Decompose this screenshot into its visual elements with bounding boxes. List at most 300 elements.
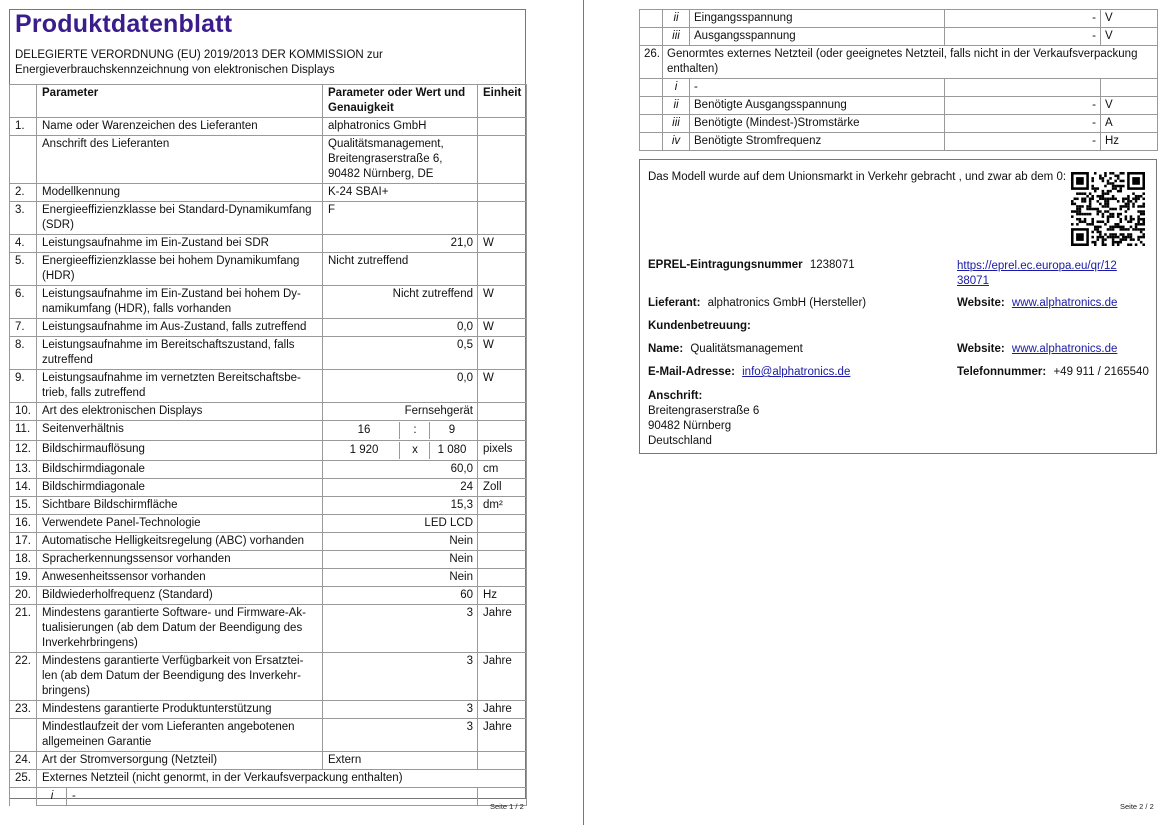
qr-module <box>1132 192 1135 195</box>
qr-module <box>1117 223 1120 226</box>
qr-module <box>1119 220 1122 223</box>
row-unit: W <box>478 337 527 370</box>
qr-module <box>1107 220 1110 223</box>
row-number: 7. <box>10 319 37 337</box>
qr-module <box>1122 226 1125 229</box>
row-parameter: Sichtbare Bildschirmfläche <box>37 497 323 515</box>
qr-module <box>1140 210 1143 213</box>
row-parameter: Name oder Warenzeichen des Lieferanten <box>37 118 323 136</box>
qr-module <box>1104 205 1107 208</box>
row-unit: Jahre <box>478 701 527 719</box>
qr-module <box>1107 205 1110 208</box>
row-number <box>640 115 663 133</box>
qr-module <box>1091 220 1094 223</box>
qr-module <box>1102 190 1105 193</box>
qr-module <box>1094 208 1097 211</box>
row-unit: Jahre <box>478 719 527 752</box>
row-value: - <box>945 97 1101 115</box>
resolution-height: 1 080 <box>437 444 467 456</box>
qr-module <box>1109 198 1112 201</box>
qr-module <box>1140 223 1143 226</box>
qr-module <box>1125 238 1128 241</box>
qr-module <box>1094 190 1097 193</box>
qr-module <box>1071 215 1074 218</box>
row-value: 3 <box>323 605 478 653</box>
qr-module <box>1107 210 1110 213</box>
aspect-width: 16 <box>328 422 400 439</box>
qr-module <box>1137 238 1140 241</box>
row-parameter: Art des elektronischen Displays <box>37 403 323 421</box>
table-row <box>10 202 527 235</box>
row-number <box>640 97 663 115</box>
row-parameter: Energieeffizienzklasse bei Standard-Dynamikumfang (SDR) <box>37 202 323 235</box>
row-number: 12. <box>10 441 37 461</box>
qr-module <box>1091 231 1094 234</box>
eprel-link[interactable] <box>957 259 1117 289</box>
qr-module <box>1142 243 1145 246</box>
qr-module <box>1119 238 1122 241</box>
qr-module <box>1074 198 1077 201</box>
qr-finder-pattern <box>1076 233 1084 241</box>
row-parameter: Leistungsaufnahme im vernetzten Bereitschaftsbe-trieb, falls zutreffend <box>37 370 323 403</box>
qr-module <box>1142 218 1145 221</box>
row-number: 15. <box>10 497 37 515</box>
qr-module <box>1122 233 1125 236</box>
qr-module <box>1102 215 1105 218</box>
qr-module <box>1117 213 1120 216</box>
qr-module <box>1084 200 1087 203</box>
qr-module <box>1117 236 1120 239</box>
row-value: LED LCD <box>323 515 478 533</box>
row-parameter: Energieeffizienzklasse bei hohem Dynamikumfang (HDR) <box>37 253 323 286</box>
qr-module <box>1132 218 1135 221</box>
qr-module <box>1142 198 1145 201</box>
qr-module <box>1102 236 1105 239</box>
row-value: Nein <box>323 569 478 587</box>
qr-module <box>1104 243 1107 246</box>
row-unit: Jahre <box>478 605 527 653</box>
row-unit: V <box>1101 10 1158 28</box>
qr-module <box>1142 210 1145 213</box>
qr-module <box>1091 187 1094 190</box>
row-unit: A <box>1101 115 1158 133</box>
qr-module <box>1109 215 1112 218</box>
table-row <box>10 752 527 770</box>
qr-module <box>1114 241 1117 244</box>
qr-module <box>1104 192 1107 195</box>
qr-module <box>1135 228 1138 231</box>
sub-index: ii <box>663 10 690 28</box>
qr-module <box>1107 198 1110 201</box>
row-unit <box>478 569 527 587</box>
qr-module <box>1089 192 1092 195</box>
row-number: 10. <box>10 403 37 421</box>
row-parameter: Benötigte Ausgangsspannung <box>690 97 945 115</box>
qr-module <box>1142 213 1145 216</box>
row-value: 0,5 <box>323 337 478 370</box>
qr-module <box>1130 200 1133 203</box>
qr-module <box>1109 236 1112 239</box>
qr-module <box>1076 192 1079 195</box>
resolution-width: 1 920 <box>328 442 400 459</box>
page-footer: Seite 1 / 2 <box>490 802 524 811</box>
table-row <box>10 719 527 752</box>
market-date-text: Das Modell wurde auf dem Unionsmarkt in Verkehr gebracht , und zwar ab dem 0: <box>648 171 1067 183</box>
row-number: 25. <box>10 770 37 788</box>
table-row <box>10 605 527 653</box>
qr-module <box>1102 198 1105 201</box>
row-number: 21. <box>10 605 37 653</box>
qr-module <box>1107 215 1110 218</box>
qr-module <box>1130 226 1133 229</box>
qr-module <box>1097 210 1100 213</box>
table-row <box>10 319 527 337</box>
row-unit: W <box>478 235 527 253</box>
row-parameter: Benötigte Stromfrequenz <box>690 133 945 151</box>
qr-module <box>1079 218 1082 221</box>
product-data-table <box>9 84 527 806</box>
sub-index: iii <box>663 115 690 133</box>
qr-module <box>1097 226 1100 229</box>
qr-module <box>1137 228 1140 231</box>
row-parameter: Bildschirmdiagonale <box>37 461 323 479</box>
qr-module <box>1135 200 1138 203</box>
row-parameter: Genormtes externes Netzteil (oder geeignetes Netzteil, falls nicht in der Verkaufsverpackung enthalten) <box>663 46 1158 79</box>
qr-module <box>1117 243 1120 246</box>
qr-module <box>1117 175 1120 178</box>
row-number: 14. <box>10 479 37 497</box>
row-value: Nein <box>323 551 478 569</box>
qr-module <box>1102 238 1105 241</box>
qr-module <box>1089 208 1092 211</box>
row-unit <box>478 184 527 202</box>
qr-module <box>1102 243 1105 246</box>
qr-module <box>1127 243 1130 246</box>
qr-module <box>1107 182 1110 185</box>
qr-module <box>1091 223 1094 226</box>
header-unit: Einheit <box>478 85 527 118</box>
qr-module <box>1125 236 1128 239</box>
qr-module <box>1081 198 1084 201</box>
qr-module <box>1130 218 1133 221</box>
qr-module <box>1086 208 1089 211</box>
qr-module <box>1119 228 1122 231</box>
qr-module <box>1137 223 1140 226</box>
row-parameter: Bildwiederholfrequenz (Standard) <box>37 587 323 605</box>
qr-module <box>1089 198 1092 201</box>
qr-module <box>1084 218 1087 221</box>
qr-module <box>1132 203 1135 206</box>
email-row <box>648 366 850 378</box>
address-line-3: Deutschland <box>648 435 712 447</box>
table-row <box>10 551 527 569</box>
aspect-separator: : <box>400 422 430 439</box>
qr-module <box>1079 220 1082 223</box>
qr-module <box>1125 198 1128 201</box>
qr-module <box>1117 200 1120 203</box>
row-value: Fernsehgerät <box>323 403 478 421</box>
row-unit <box>478 403 527 421</box>
email-link[interactable]: info@alphatronics.de <box>742 366 851 378</box>
subtitle-line-2: Energieverbrauchskennzeichnung von elektronischen Displays <box>15 64 335 76</box>
qr-module <box>1114 185 1117 188</box>
qr-module <box>1107 203 1110 206</box>
row-unit: pixels <box>478 441 527 461</box>
eprel-link-line-1[interactable]: https://eprel.ec.europa.eu/qr/12 <box>957 260 1117 272</box>
qr-module <box>1104 210 1107 213</box>
qr-module <box>1071 203 1074 206</box>
qr-module <box>1140 213 1143 216</box>
table-row <box>10 770 527 788</box>
row-number <box>10 719 37 752</box>
row-parameter: Anschrift des Lieferanten <box>37 136 323 184</box>
row-number: 19. <box>10 569 37 587</box>
qr-module <box>1114 226 1117 229</box>
qr-module <box>1097 187 1100 190</box>
qr-module <box>1109 208 1112 211</box>
qr-module <box>1076 210 1079 213</box>
qr-module <box>1112 215 1115 218</box>
row-value: 0,0 <box>323 319 478 337</box>
table-row <box>10 479 527 497</box>
row-value: 3 <box>323 653 478 701</box>
row-parameter: Externes Netzteil (nicht genormt, in der Verkaufsverpackung enthalten) <box>37 770 527 788</box>
row-number: 1. <box>10 118 37 136</box>
qr-module <box>1099 226 1102 229</box>
qr-module <box>1107 180 1110 183</box>
table-row <box>10 441 527 461</box>
qr-module <box>1102 180 1105 183</box>
qr-module <box>1122 180 1125 183</box>
email-label: E-Mail-Adresse: <box>648 366 735 378</box>
row-parameter: Leistungsaufnahme im Bereitschaftszustand, falls zutreffend <box>37 337 323 370</box>
phone-value: +49 911 / 2165540 <box>1053 366 1149 378</box>
qr-module <box>1114 198 1117 201</box>
row-value <box>945 79 1101 97</box>
row-value: 3 <box>323 719 478 752</box>
qr-module <box>1107 190 1110 193</box>
qr-module <box>1107 192 1110 195</box>
qr-module <box>1102 241 1105 244</box>
qr-module <box>1140 241 1143 244</box>
row-value: Nicht zutreffend <box>323 286 478 319</box>
row-number: 24. <box>10 752 37 770</box>
eprel-number: 1238071 <box>809 259 855 271</box>
qr-module <box>1127 198 1130 201</box>
row-unit <box>478 551 527 569</box>
qr-module <box>1112 233 1115 236</box>
qr-module <box>1099 231 1102 234</box>
table-row <box>640 10 1158 28</box>
sub-index: i <box>663 79 690 97</box>
qr-module <box>1094 187 1097 190</box>
qr-module <box>1081 205 1084 208</box>
qr-module <box>1091 177 1094 180</box>
row-parameter: Mindestlaufzeit der vom Lieferanten angebotenen allgemeinen Garantie <box>37 719 323 752</box>
table-row <box>10 515 527 533</box>
qr-module <box>1135 198 1138 201</box>
qr-module <box>1091 185 1094 188</box>
row-parameter: Mindestens garantierte Software- und Firmware-Ak-tualisierungen (ab dem Datum der Beendigung des Inverkehrbringens) <box>37 605 323 653</box>
row-value: 21,0 <box>323 235 478 253</box>
qr-module <box>1137 220 1140 223</box>
qr-module <box>1089 205 1092 208</box>
qr-finder-pattern <box>1076 177 1084 185</box>
qr-module <box>1114 180 1117 183</box>
address-label: Anschrift: <box>648 390 703 402</box>
qr-module <box>1099 203 1102 206</box>
qr-module <box>1127 220 1130 223</box>
qr-module <box>1122 205 1125 208</box>
qr-module <box>1140 231 1143 234</box>
qr-module <box>1099 177 1102 180</box>
qr-module <box>1140 205 1143 208</box>
qr-module <box>1112 187 1115 190</box>
customer-service-label: Kundenbetreuung: <box>648 320 751 332</box>
header-parameter: Parameter <box>37 85 323 118</box>
qr-module <box>1114 236 1117 239</box>
eprel-row <box>648 259 855 271</box>
qr-module <box>1084 213 1087 216</box>
row-parameter: Ausgangsspannung <box>690 28 945 46</box>
qr-module <box>1094 172 1097 175</box>
website-link[interactable]: www.alphatronics.de <box>1011 297 1118 309</box>
qr-module <box>1112 195 1115 198</box>
qr-module <box>1076 218 1079 221</box>
eprel-info-box <box>639 159 1157 454</box>
qr-module <box>1119 213 1122 216</box>
resolution-cells <box>328 442 473 459</box>
name-label: Name: <box>648 343 684 355</box>
row-parameter: Eingangsspannung <box>690 10 945 28</box>
qr-module <box>1119 180 1122 183</box>
qr-module <box>1142 203 1145 206</box>
qr-module <box>1079 192 1082 195</box>
qr-module <box>1094 228 1097 231</box>
qr-module <box>1137 205 1140 208</box>
qr-module <box>1097 220 1100 223</box>
qr-module <box>1097 238 1100 241</box>
qr-module <box>1079 210 1082 213</box>
row-unit <box>478 136 527 184</box>
psu-sub-row <box>37 788 477 805</box>
qr-module <box>1140 236 1143 239</box>
qr-module <box>1132 198 1135 201</box>
row-unit <box>478 202 527 235</box>
qr-module <box>1097 200 1100 203</box>
row-number <box>640 28 663 46</box>
website2-row <box>957 343 1117 355</box>
resolution-separator: x <box>400 442 430 459</box>
qr-module <box>1122 200 1125 203</box>
row-parameter: Leistungsaufnahme im Ein-Zustand bei SDR <box>37 235 323 253</box>
qr-module <box>1097 228 1100 231</box>
qr-module <box>1089 213 1092 216</box>
qr-module <box>1142 233 1145 236</box>
row-parameter: Seitenverhältnis <box>37 421 323 441</box>
qr-module <box>1130 243 1133 246</box>
qr-module <box>1125 210 1128 213</box>
qr-module <box>1086 205 1089 208</box>
phone-row <box>957 366 1149 378</box>
row-value: - <box>945 28 1101 46</box>
qr-module <box>1099 198 1102 201</box>
qr-module <box>1071 200 1074 203</box>
qr-module <box>1122 185 1125 188</box>
page-2 <box>584 0 1176 825</box>
row-unit <box>478 118 527 136</box>
row-value: 60 <box>323 587 478 605</box>
qr-module <box>1112 182 1115 185</box>
supplier-row <box>648 297 866 309</box>
row-value: 0,0 <box>323 370 478 403</box>
qr-module <box>1125 203 1128 206</box>
row-parameter: - <box>690 79 945 97</box>
row-parameter: Leistungsaufnahme im Aus-Zustand, falls zutreffend <box>37 319 323 337</box>
qr-module <box>1102 205 1105 208</box>
qr-module <box>1071 210 1074 213</box>
qr-module <box>1097 231 1100 234</box>
row-parameter: Bildschirmdiagonale <box>37 479 323 497</box>
row-value: 15,3 <box>323 497 478 515</box>
qr-module <box>1112 238 1115 241</box>
qr-module <box>1084 198 1087 201</box>
qr-module <box>1086 213 1089 216</box>
qr-module <box>1125 215 1128 218</box>
table-row <box>10 337 527 370</box>
table-row <box>10 653 527 701</box>
qr-module <box>1076 213 1079 216</box>
qr-module <box>1107 218 1110 221</box>
row-value: Nein <box>323 533 478 551</box>
table-row <box>10 788 527 806</box>
qr-module <box>1099 195 1102 198</box>
qr-module <box>1094 241 1097 244</box>
qr-module <box>1104 198 1107 201</box>
qr-module <box>1099 210 1102 213</box>
table-row <box>10 403 527 421</box>
qr-module <box>1132 228 1135 231</box>
qr-module <box>1097 213 1100 216</box>
table-row <box>10 184 527 202</box>
qr-module <box>1127 236 1130 239</box>
qr-module <box>1086 195 1089 198</box>
address-line-1: Breitengraserstraße 6 <box>648 405 760 417</box>
website2-link[interactable]: www.alphatronics.de <box>1011 343 1118 355</box>
row-number: 8. <box>10 337 37 370</box>
qr-module <box>1135 226 1138 229</box>
row-unit: W <box>478 286 527 319</box>
qr-module <box>1140 195 1143 198</box>
table-row <box>640 79 1158 97</box>
qr-module <box>1107 200 1110 203</box>
row-parameter: Anwesenheitssensor vorhanden <box>37 569 323 587</box>
eprel-link-line-2[interactable]: 38071 <box>957 275 989 287</box>
qr-module <box>1130 236 1133 239</box>
row-value: Extern <box>323 752 478 770</box>
qr-module <box>1081 213 1084 216</box>
table-row <box>640 28 1158 46</box>
qr-module <box>1107 228 1110 231</box>
qr-module <box>1142 228 1145 231</box>
qr-module <box>1119 185 1122 188</box>
row-parameter: Bildschirmauflösung <box>37 441 323 461</box>
regulation-subtitle <box>15 48 515 78</box>
row-unit <box>478 515 527 533</box>
row-parameter: Mindestens garantierte Produktunterstützung <box>37 701 323 719</box>
row-number: 17. <box>10 533 37 551</box>
qr-module <box>1127 208 1130 211</box>
